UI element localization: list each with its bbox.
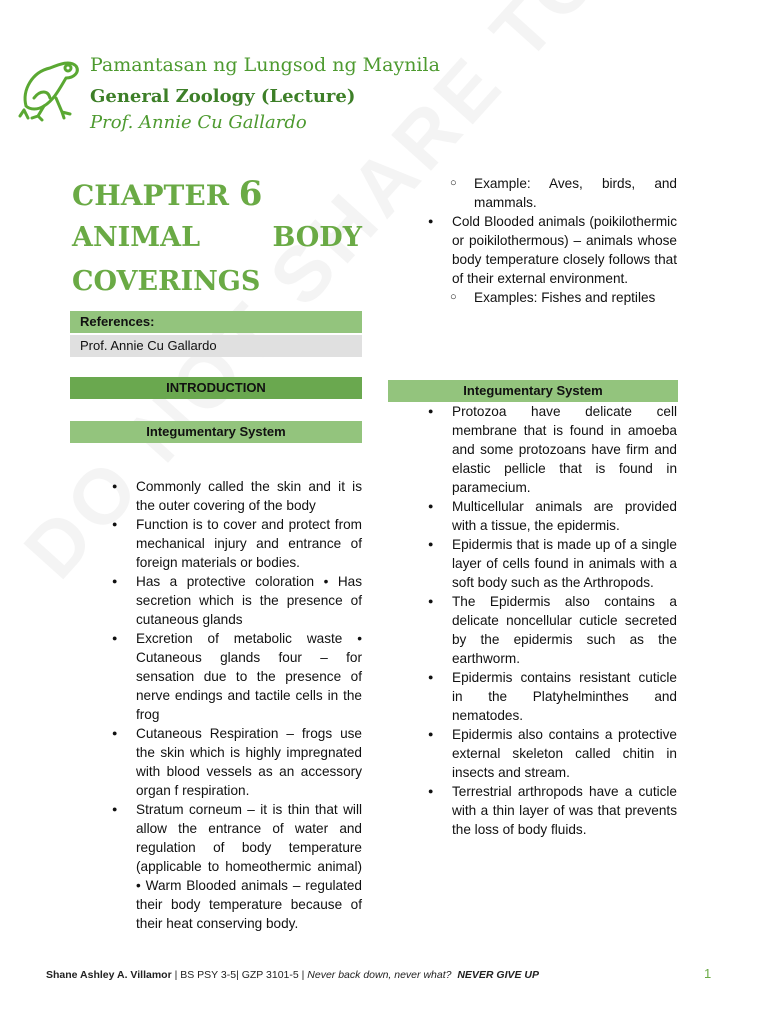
list-item: ● Epidermis that is made up of a single layer of cells found in animals with a soft body such as the Arthropods. (428, 535, 677, 592)
left-bullet-list (112, 477, 362, 933)
footer-info: | BS PSY 3-5| GZP 3101-5 | (171, 969, 308, 981)
chapter-word: CHAPTER (72, 179, 229, 212)
integumentary-heading-right: Integumentary System (388, 380, 678, 402)
list-item: ● Function is to cover and protect from mechanical injury and entrance of foreign materials or bodies. (112, 515, 362, 572)
list-item: ● Cutaneous Respiration – frogs use the skin which is highly impregnated with blood vessels as an accessory organ f respiration. (112, 724, 362, 800)
sub-list-item: ○ Example: Aves, birds, and mammals. (428, 174, 677, 212)
list-item: ● The Epidermis also contains a delicate noncellular cuticle secreted by the epidermis such as the earthworm. (428, 592, 677, 668)
footer-author: Shane Ashley A. Villamor (46, 969, 172, 981)
chapter-title-word-2: BODY (272, 222, 362, 253)
professor-name: Prof. Annie Cu Gallardo (90, 112, 307, 133)
page-number: 1 (704, 966, 712, 981)
footer (46, 969, 539, 981)
sub-list-item: ○ Examples: Fishes and reptiles (428, 288, 677, 307)
chapter-title-line-2: COVERINGS (72, 266, 261, 297)
list-item: ● Has a protective coloration • Has secretion which is the presence of cutaneous glands (112, 572, 362, 629)
introduction-heading: INTRODUCTION (70, 377, 362, 399)
list-item: ● Epidermis contains resistant cuticle in the Platyhelminthes and nematodes. (428, 668, 677, 725)
right-bullet-list (428, 402, 677, 839)
frog-logo-icon (16, 54, 82, 124)
right-top-list (428, 174, 677, 307)
list-item: ● Epidermis also contains a protective external skeleton called chitin in insects and stream. (428, 725, 677, 782)
references-body: Prof. Annie Cu Gallardo (70, 335, 362, 357)
chapter-number: 6 (238, 174, 263, 214)
chapter-title-word-1: ANIMAL (72, 222, 201, 253)
list-item: ● Cold Blooded animals (poikilothermic or poikilothermous) – animals whose body temperature closely follows that of their external environment. (428, 212, 677, 288)
list-item: ● Stratum corneum – it is thin that will allow the entrance of water and regulation of body temperature (applicable to homeothermic animal) • Warm Blooded animals – regulated their body temperature because of their heat conserving body. (112, 800, 362, 933)
footer-motto-bold: NEVER GIVE UP (457, 969, 540, 981)
list-item: ● Protozoa have delicate cell membrane that is found in amoeba and some protozoans have firm and elastic pellicle that is found in paramecium. (428, 402, 677, 497)
list-item: ● Excretion of metabolic waste • Cutaneous glands four – for sensation due to the presence of nerve endings and tactile cells in the frog (112, 629, 362, 724)
references-heading: References: (70, 311, 362, 333)
chapter-title-line-1 (72, 216, 362, 260)
chapter-label (72, 174, 362, 216)
list-item: ● Terrestrial arthropods have a cuticle with a thin layer of was that prevents the loss of body fluids. (428, 782, 677, 839)
university-name: Pamantasan ng Lungsod ng Maynila (90, 54, 440, 76)
integumentary-heading-left: Integumentary System (70, 421, 362, 443)
footer-motto: Never back down, never what? (307, 969, 452, 981)
course-title: General Zoology (Lecture) (90, 86, 356, 107)
chapter-heading (72, 174, 362, 304)
list-item: ● Commonly called the skin and it is the outer covering of the body (112, 477, 362, 515)
list-item: ● Multicellular animals are provided with a tissue, the epidermis. (428, 497, 677, 535)
